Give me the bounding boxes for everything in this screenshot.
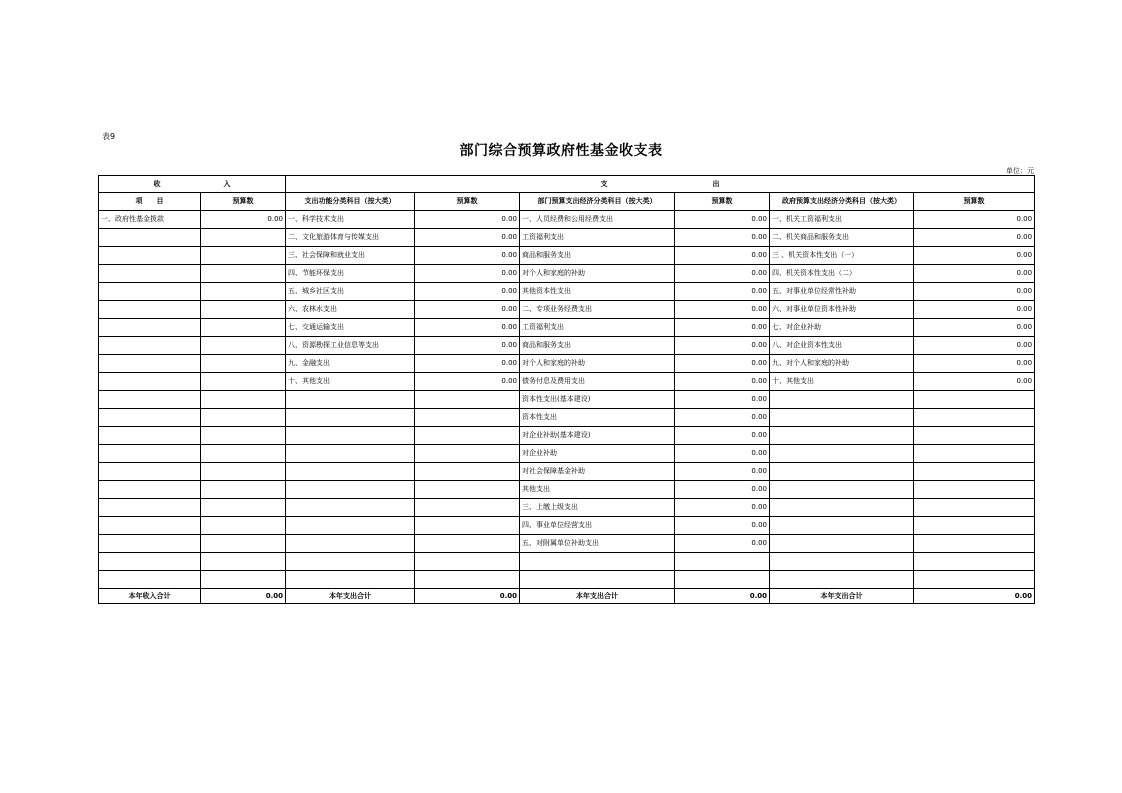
amount-cell	[201, 535, 286, 553]
total-amount: 0.00	[914, 589, 1035, 604]
item-cell: 四、节能环保支出	[286, 265, 415, 283]
amount-cell	[675, 553, 770, 571]
amount-cell: 0.00	[675, 265, 770, 283]
table-row	[99, 301, 1035, 319]
amount-cell	[201, 337, 286, 355]
item-cell: 对个人和家庭的补助	[520, 355, 675, 373]
item-cell	[286, 517, 415, 535]
item-cell: 对企业补助(基本建设)	[520, 427, 675, 445]
column-header-row	[99, 193, 1035, 211]
amount-cell	[201, 391, 286, 409]
item-cell	[770, 463, 914, 481]
item-cell	[770, 481, 914, 499]
item-cell: 五、对附属单位补助支出	[520, 535, 675, 553]
table-row	[99, 373, 1035, 391]
item-cell: 工资福利支出	[520, 229, 675, 247]
amount-cell: 0.00	[675, 499, 770, 517]
amount-cell	[415, 553, 520, 571]
amount-cell	[675, 571, 770, 589]
item-cell: 二、机关商品和服务支出	[770, 229, 914, 247]
column-header: 预算数	[914, 193, 1035, 211]
amount-cell	[914, 535, 1035, 553]
table-row	[99, 517, 1035, 535]
amount-cell: 0.00	[415, 265, 520, 283]
item-cell: 商品和服务支出	[520, 337, 675, 355]
amount-cell: 0.00	[675, 391, 770, 409]
amount-cell	[201, 481, 286, 499]
item-cell: 三、上缴上级支出	[520, 499, 675, 517]
amount-cell: 0.00	[415, 211, 520, 229]
amount-cell	[914, 571, 1035, 589]
page-title: 部门综合预算政府性基金收支表	[459, 143, 663, 159]
column-header: 预算数	[415, 193, 520, 211]
amount-cell	[201, 409, 286, 427]
item-cell: 九、金融支出	[286, 355, 415, 373]
table-row	[99, 247, 1035, 265]
amount-cell: 0.00	[914, 337, 1035, 355]
item-cell	[770, 535, 914, 553]
item-cell	[286, 499, 415, 517]
item-cell: 四、机关资本性支出（二）	[770, 265, 914, 283]
item-cell	[99, 517, 201, 535]
item-cell	[99, 499, 201, 517]
item-cell	[99, 319, 201, 337]
amount-cell	[201, 499, 286, 517]
amount-cell: 0.00	[675, 535, 770, 553]
amount-cell: 0.00	[675, 427, 770, 445]
item-cell	[99, 427, 201, 445]
total-amount: 0.00	[415, 589, 520, 604]
item-cell: 三 、机关资本性支出（一）	[770, 247, 914, 265]
item-cell	[286, 571, 415, 589]
item-cell	[99, 301, 201, 319]
amount-cell: 0.00	[675, 463, 770, 481]
amount-cell: 0.00	[914, 247, 1035, 265]
total-label: 本年支出合计	[520, 589, 675, 604]
item-cell: 对个人和家庭的补助	[520, 265, 675, 283]
table-row	[99, 355, 1035, 373]
amount-cell	[201, 553, 286, 571]
column-header: 项 目	[99, 193, 201, 211]
amount-cell	[914, 481, 1035, 499]
amount-cell: 0.00	[914, 373, 1035, 391]
total-label: 本年支出合计	[286, 589, 415, 604]
unit-label: 单位：元	[1006, 167, 1034, 175]
table-row	[99, 409, 1035, 427]
item-cell: 资本性支出	[520, 409, 675, 427]
amount-cell	[914, 391, 1035, 409]
item-cell	[770, 571, 914, 589]
item-cell: 一、政府性基金拨款	[99, 211, 201, 229]
amount-cell: 0.00	[415, 283, 520, 301]
amount-cell: 0.00	[675, 517, 770, 535]
item-cell: 资本性支出(基本建设)	[520, 391, 675, 409]
item-cell: 五、城乡社区支出	[286, 283, 415, 301]
amount-cell	[914, 499, 1035, 517]
item-cell	[286, 427, 415, 445]
amount-cell: 0.00	[675, 301, 770, 319]
amount-cell	[914, 463, 1035, 481]
amount-cell	[415, 481, 520, 499]
item-cell	[99, 265, 201, 283]
column-header: 预算数	[675, 193, 770, 211]
total-amount: 0.00	[201, 589, 286, 604]
amount-cell	[201, 445, 286, 463]
item-cell: 八、对企业资本性支出	[770, 337, 914, 355]
table-row	[99, 427, 1035, 445]
item-cell	[286, 445, 415, 463]
table-row	[99, 463, 1035, 481]
amount-cell: 0.00	[675, 373, 770, 391]
item-cell: 债务付息及费用支出	[520, 373, 675, 391]
amount-cell: 0.00	[914, 283, 1035, 301]
amount-cell	[415, 517, 520, 535]
amount-cell: 0.00	[914, 355, 1035, 373]
item-cell	[520, 571, 675, 589]
table-row	[99, 571, 1035, 589]
item-cell: 一、人员经费和公用经费支出	[520, 211, 675, 229]
table-number: 表9	[102, 132, 116, 141]
amount-cell	[201, 265, 286, 283]
column-header: 政府预算支出经济分类科目（按大类）	[770, 193, 914, 211]
total-label: 本年收入合计	[99, 589, 201, 604]
amount-cell: 0.00	[415, 373, 520, 391]
item-cell: 七、交通运输支出	[286, 319, 415, 337]
amount-cell	[914, 517, 1035, 535]
amount-cell: 0.00	[201, 211, 286, 229]
amount-cell: 0.00	[914, 265, 1035, 283]
amount-cell	[415, 463, 520, 481]
table-row	[99, 337, 1035, 355]
table-row	[99, 481, 1035, 499]
amount-cell	[201, 463, 286, 481]
amount-cell: 0.00	[675, 409, 770, 427]
section-header-row	[99, 176, 1035, 193]
amount-cell: 0.00	[675, 319, 770, 337]
totals-row	[99, 589, 1035, 604]
item-cell: 十、其他支出	[770, 373, 914, 391]
amount-cell: 0.00	[415, 355, 520, 373]
item-cell	[286, 535, 415, 553]
amount-cell	[201, 283, 286, 301]
item-cell	[770, 499, 914, 517]
item-cell	[286, 391, 415, 409]
item-cell	[770, 427, 914, 445]
item-cell: 六、对事业单位资本性补助	[770, 301, 914, 319]
amount-cell	[201, 427, 286, 445]
item-cell	[286, 481, 415, 499]
amount-cell: 0.00	[914, 211, 1035, 229]
item-cell	[286, 409, 415, 427]
amount-cell	[415, 391, 520, 409]
item-cell: 工资福利支出	[520, 319, 675, 337]
amount-cell: 0.00	[675, 481, 770, 499]
table-row	[99, 445, 1035, 463]
item-cell: 其他资本性支出	[520, 283, 675, 301]
amount-cell: 0.00	[415, 337, 520, 355]
table-row	[99, 535, 1035, 553]
amount-cell	[201, 319, 286, 337]
item-cell: 其他支出	[520, 481, 675, 499]
item-cell	[99, 247, 201, 265]
amount-cell	[201, 247, 286, 265]
amount-cell: 0.00	[675, 211, 770, 229]
total-label: 本年支出合计	[770, 589, 914, 604]
table-row	[99, 211, 1035, 229]
item-cell	[99, 355, 201, 373]
amount-cell	[914, 427, 1035, 445]
item-cell	[520, 553, 675, 571]
amount-cell	[914, 553, 1035, 571]
item-cell: 七、对企业补助	[770, 319, 914, 337]
item-cell: 六、农林水支出	[286, 301, 415, 319]
item-cell: 三、社会保障和就业支出	[286, 247, 415, 265]
table-row	[99, 553, 1035, 571]
item-cell: 八、资源勘探工业信息等支出	[286, 337, 415, 355]
amount-cell	[201, 355, 286, 373]
item-cell: 商品和服务支出	[520, 247, 675, 265]
table-row	[99, 265, 1035, 283]
item-cell: 对企业补助	[520, 445, 675, 463]
amount-cell	[201, 517, 286, 535]
amount-cell: 0.00	[914, 229, 1035, 247]
amount-cell	[415, 445, 520, 463]
amount-cell	[914, 445, 1035, 463]
item-cell	[99, 409, 201, 427]
income-section-header: 收 入	[99, 176, 286, 193]
amount-cell: 0.00	[415, 247, 520, 265]
item-cell	[770, 517, 914, 535]
amount-cell	[415, 427, 520, 445]
amount-cell: 0.00	[675, 355, 770, 373]
item-cell	[99, 535, 201, 553]
item-cell: 对社会保障基金补助	[520, 463, 675, 481]
amount-cell: 0.00	[675, 337, 770, 355]
item-cell	[99, 481, 201, 499]
item-cell	[99, 337, 201, 355]
item-cell	[99, 571, 201, 589]
item-cell: 二、专项业务经费支出	[520, 301, 675, 319]
item-cell: 二、文化旅游体育与传媒支出	[286, 229, 415, 247]
amount-cell: 0.00	[914, 301, 1035, 319]
amount-cell: 0.00	[914, 319, 1035, 337]
amount-cell: 0.00	[675, 229, 770, 247]
item-cell: 一、科学技术支出	[286, 211, 415, 229]
item-cell: 一、机关工资福利支出	[770, 211, 914, 229]
amount-cell: 0.00	[415, 229, 520, 247]
item-cell	[770, 391, 914, 409]
item-cell	[770, 553, 914, 571]
item-cell	[286, 553, 415, 571]
amount-cell	[415, 571, 520, 589]
table-row	[99, 229, 1035, 247]
total-amount: 0.00	[675, 589, 770, 604]
amount-cell	[914, 409, 1035, 427]
item-cell: 五、对事业单位经常性补助	[770, 283, 914, 301]
table-row	[99, 283, 1035, 301]
amount-cell	[201, 373, 286, 391]
column-header: 预算数	[201, 193, 286, 211]
amount-cell: 0.00	[415, 301, 520, 319]
amount-cell: 0.00	[675, 283, 770, 301]
item-cell	[770, 409, 914, 427]
amount-cell: 0.00	[675, 247, 770, 265]
item-cell	[770, 445, 914, 463]
column-header: 部门预算支出经济分类科目（按大类）	[520, 193, 675, 211]
table-row	[99, 391, 1035, 409]
amount-cell	[201, 229, 286, 247]
item-cell: 四、事业单位经营支出	[520, 517, 675, 535]
budget-table	[98, 175, 1035, 604]
item-cell	[99, 283, 201, 301]
item-cell: 十、其他支出	[286, 373, 415, 391]
amount-cell: 0.00	[675, 445, 770, 463]
item-cell	[99, 373, 201, 391]
amount-cell	[201, 571, 286, 589]
table-row	[99, 499, 1035, 517]
item-cell	[99, 463, 201, 481]
amount-cell	[415, 535, 520, 553]
expenditure-section-header: 支 出	[286, 176, 1035, 193]
amount-cell	[415, 499, 520, 517]
amount-cell	[201, 301, 286, 319]
table-row	[99, 319, 1035, 337]
item-cell	[99, 229, 201, 247]
column-header: 支出功能分类科目（按大类）	[286, 193, 415, 211]
item-cell	[99, 553, 201, 571]
item-cell	[286, 463, 415, 481]
amount-cell: 0.00	[415, 319, 520, 337]
item-cell	[99, 445, 201, 463]
item-cell	[99, 391, 201, 409]
item-cell: 九、对个人和家庭的补助	[770, 355, 914, 373]
amount-cell	[415, 409, 520, 427]
